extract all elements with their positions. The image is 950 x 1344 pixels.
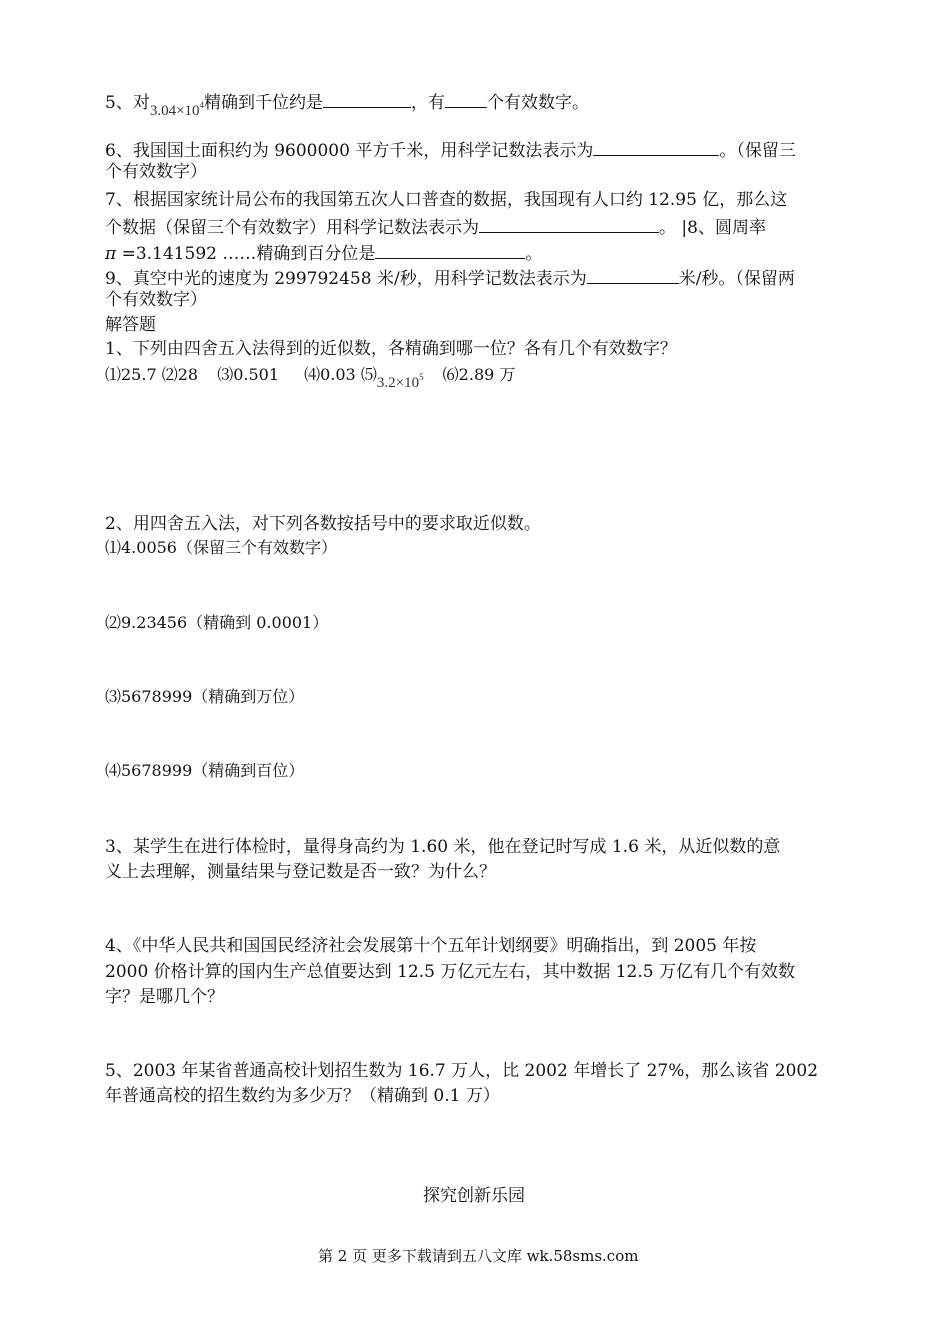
answer-blank[interactable] xyxy=(587,265,679,284)
a1-sci-number: $3.2\times 10^5$ xyxy=(376,372,424,391)
question-8: π =3.141592 ……精确到百分位是 。 xyxy=(105,240,542,265)
answer-3-line-2: 义上去理解，测量结果与登记数是否一致？为什么？ xyxy=(105,862,496,882)
answer-3-line-1: 3、某学生在进行体检时，量得身高约为 1.60 米，他在登记时写成 1.6 米，从近似数的意 xyxy=(105,837,781,857)
answer-blank[interactable] xyxy=(375,240,525,259)
question-9-line-2: 个有效数字） xyxy=(105,290,207,310)
answer-4-line-2: 2000 价格计算的国内生产总值要达到 12.5 万亿元左右，其中数据 12.5 万亿有几个有效数 xyxy=(105,962,795,982)
answer-5-line-2: 年普通高校的招生数约为多少万？（精确到 0.1 万） xyxy=(105,1086,500,1106)
answer-2-item-4: ⑷5678999（精确到百位） xyxy=(105,761,305,780)
answer-1-items: ⑴25.7 ⑵28 ⑶0.501 ⑷0.03 $⑸3.2\times 10^5$ ⑹2.89 万 xyxy=(105,365,516,391)
page-footer: 第 2 页 更多下载请到五八文库 wk.58sms.com xyxy=(318,1247,639,1265)
q5-sci-number: $3.04\times 10^4$ xyxy=(149,100,205,119)
answer-blank[interactable] xyxy=(593,137,719,156)
answer-blank[interactable] xyxy=(323,89,411,108)
answer-4-line-1: 4、《中华人民共和国国民经济社会发展第十个五年计划纲要》明确指出，到 2005 年按 xyxy=(105,936,757,956)
question-9-line-1: 9、真空中光的速度为 299792458 米/秒，用科学记数法表示为 米/秒。（保留两 xyxy=(105,265,795,290)
answer-blank[interactable] xyxy=(445,89,487,108)
answer-2-item-1: ⑴4.0056（保留三个有效数字） xyxy=(105,538,337,557)
question-7-line-2: 个数据（保留三个有效数字）用科学记数法表示为 。 |8、圆周率 xyxy=(105,214,766,239)
answer-1-title: 1、下列由四舍五入法得到的近似数，各精确到哪一位？各有几个有效数字？ xyxy=(105,339,677,359)
answer-5-line-1: 5、2003 年某省普通高校计划招生数为 16.7 万人，比 2002 年增长了 27%，那么该省 2002 xyxy=(105,1061,819,1081)
answer-4-line-3: 字？是哪几个？ xyxy=(105,987,224,1007)
q5-text: 精确到千位约是 xyxy=(204,93,324,113)
question-6-line-1: 6、我国国土面积约为 9600000 平方千米，用科学记数法表示为 。（保留三 xyxy=(105,137,796,162)
pi-symbol: π xyxy=(105,244,117,264)
question-7-line-1: 7、根据国家统计局公布的我国第五次人口普查的数据，我国现有人口约 12.95 亿，那么这 xyxy=(105,190,788,210)
question-6-line-2: 个有效数字） xyxy=(105,162,207,182)
answer-2-item-2: ⑵9.23456（精确到 0.0001） xyxy=(105,613,329,632)
answer-blank[interactable] xyxy=(479,214,659,233)
section-heading-explore: 探究创新乐园 xyxy=(423,1186,525,1206)
section-heading-answer: 解答题 xyxy=(105,315,156,335)
answer-2-title: 2、用四舍五入法，对下列各数按括号中的要求取近似数。 xyxy=(105,514,541,534)
question-5: 5、对$3.04\times 10^4$精确到千位约是 ，有 个有效数字。 xyxy=(105,89,589,116)
q5-prefix: 5、对 xyxy=(105,93,150,113)
answer-2-item-3: ⑶5678999（精确到万位） xyxy=(105,687,305,706)
